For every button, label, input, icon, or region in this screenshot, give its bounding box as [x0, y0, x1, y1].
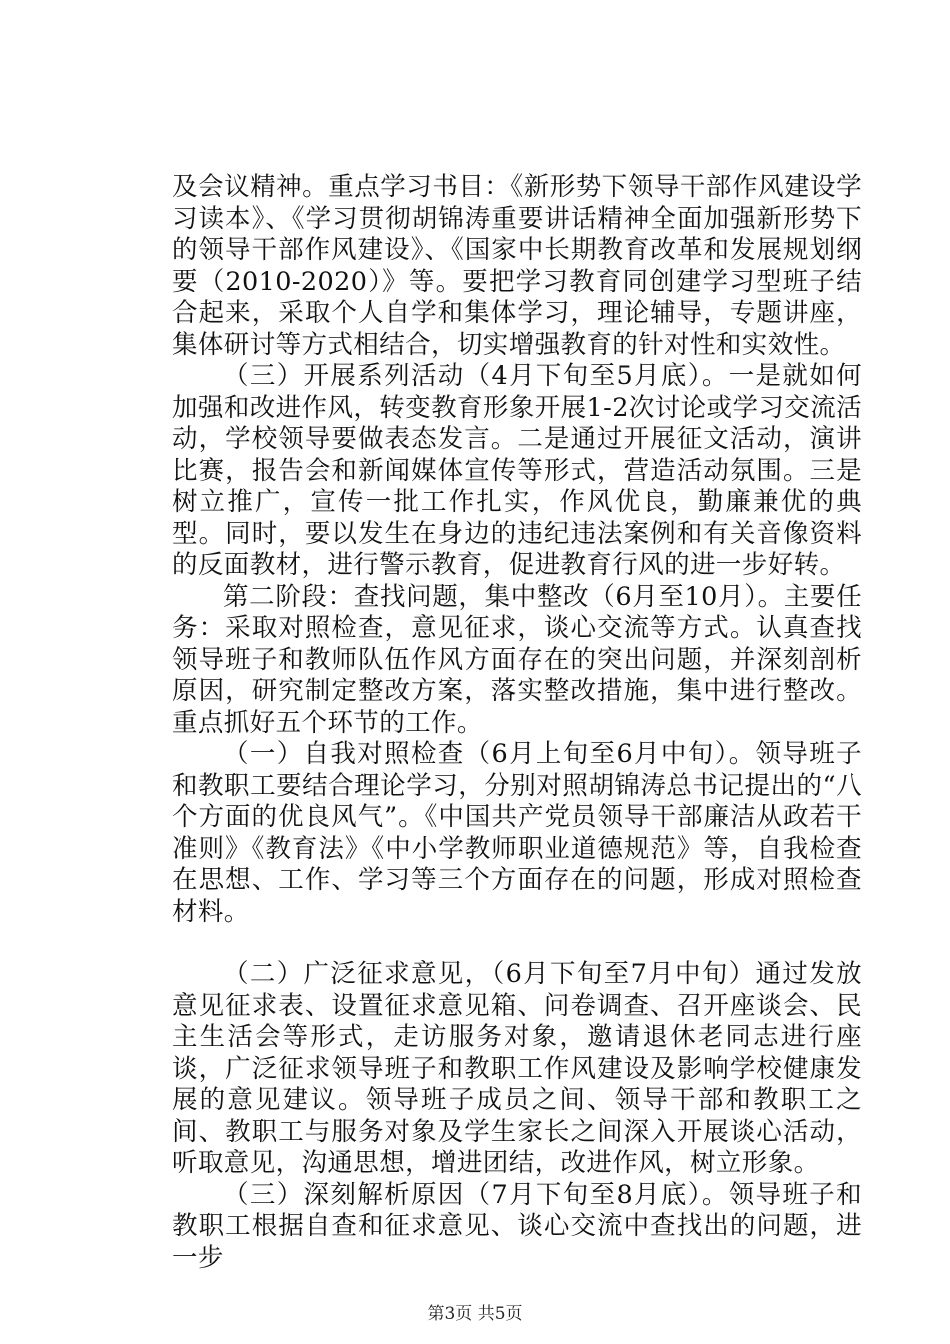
paragraph-series-activities: （三）开展系列活动（4月下旬至5月底）。一是就如何加强和改进作风，转变教育形象开展1-2次讨论或学习交流活动，学校领导要做表态发言。二是通过开展征文活动，演讲比赛，报告会和新闻媒体宣传等形式，营造活动氛围。三是树立推广，宣传一批工作扎实，作风优良，勤廉兼优的典型。同时，要以发生在身边的违纪违法案例和有关音像资料的反面教材，进行警示教育，促进教育行风的进一步好转。 [172, 361, 862, 580]
page-footer: 第3页 共5页 [427, 1304, 523, 1324]
paragraph-solicit-opinions: （二）广泛征求意见，（6月下旬至7月中旬）通过发放意见征求表、设置征求意见箱、问卷调查、召开座谈会、民主生活会等形式，走访服务对象，邀请退休老同志进行座谈，广泛征求领导班子和教职工作风建设及影响学校健康发展的意见建议。领导班子成员之间、领导干部和教职工之间、教职工与服务对象及学生家长之间深入开展谈心活动，听取意见，沟通思想，增进团结，改进作风，树立形象。 [172, 959, 862, 1178]
paragraph-stage-two: 第二阶段：查找问题，集中整改（6月至10月）。主要任务：采取对照检查，意见征求，谈心交流等方式。认真查找领导班子和教师队伍作风方面存在的突出问题，并深刻剖析原因，研究制定整改方案，落实整改措施，集中进行整改。重点抓好五个环节的工作。 [172, 581, 862, 738]
paragraph-study-materials: 及会议精神。重点学习书目：《新形势下领导干部作风建设学习读本》、《学习贯彻胡锦涛重要讲话精神全面加强新形势下的领导干部作风建设》、《国家中长期教育改革和发展规划纲要（2010-2020）》等。要把学习教育同创建学习型班子结合起来，采取个人自学和集体学习，理论辅导，专题讲座，集体研讨等方式相结合，切实增强教育的针对性和实效性。 [172, 172, 862, 360]
paragraph-analyze-causes: （三）深刻解析原因（7月下旬至8月底）。领导班子和教职工根据自查和征求意见、谈心交流中查找出的问题，进一步 [172, 1179, 862, 1273]
document-body [172, 172, 862, 1274]
paragraph-self-check: （一）自我对照检查（6月上旬至6月中旬）。领导班子和教职工要结合理论学习，分别对照胡锦涛总书记提出的“八个方面的优良风气”。《中国共产党员领导干部廉洁从政若干准则》《教育法》《中小学教师职业道德规范》等，自我检查在思想、工作、学习等三个方面存在的问题，形成对照检查材料。 [172, 739, 862, 927]
